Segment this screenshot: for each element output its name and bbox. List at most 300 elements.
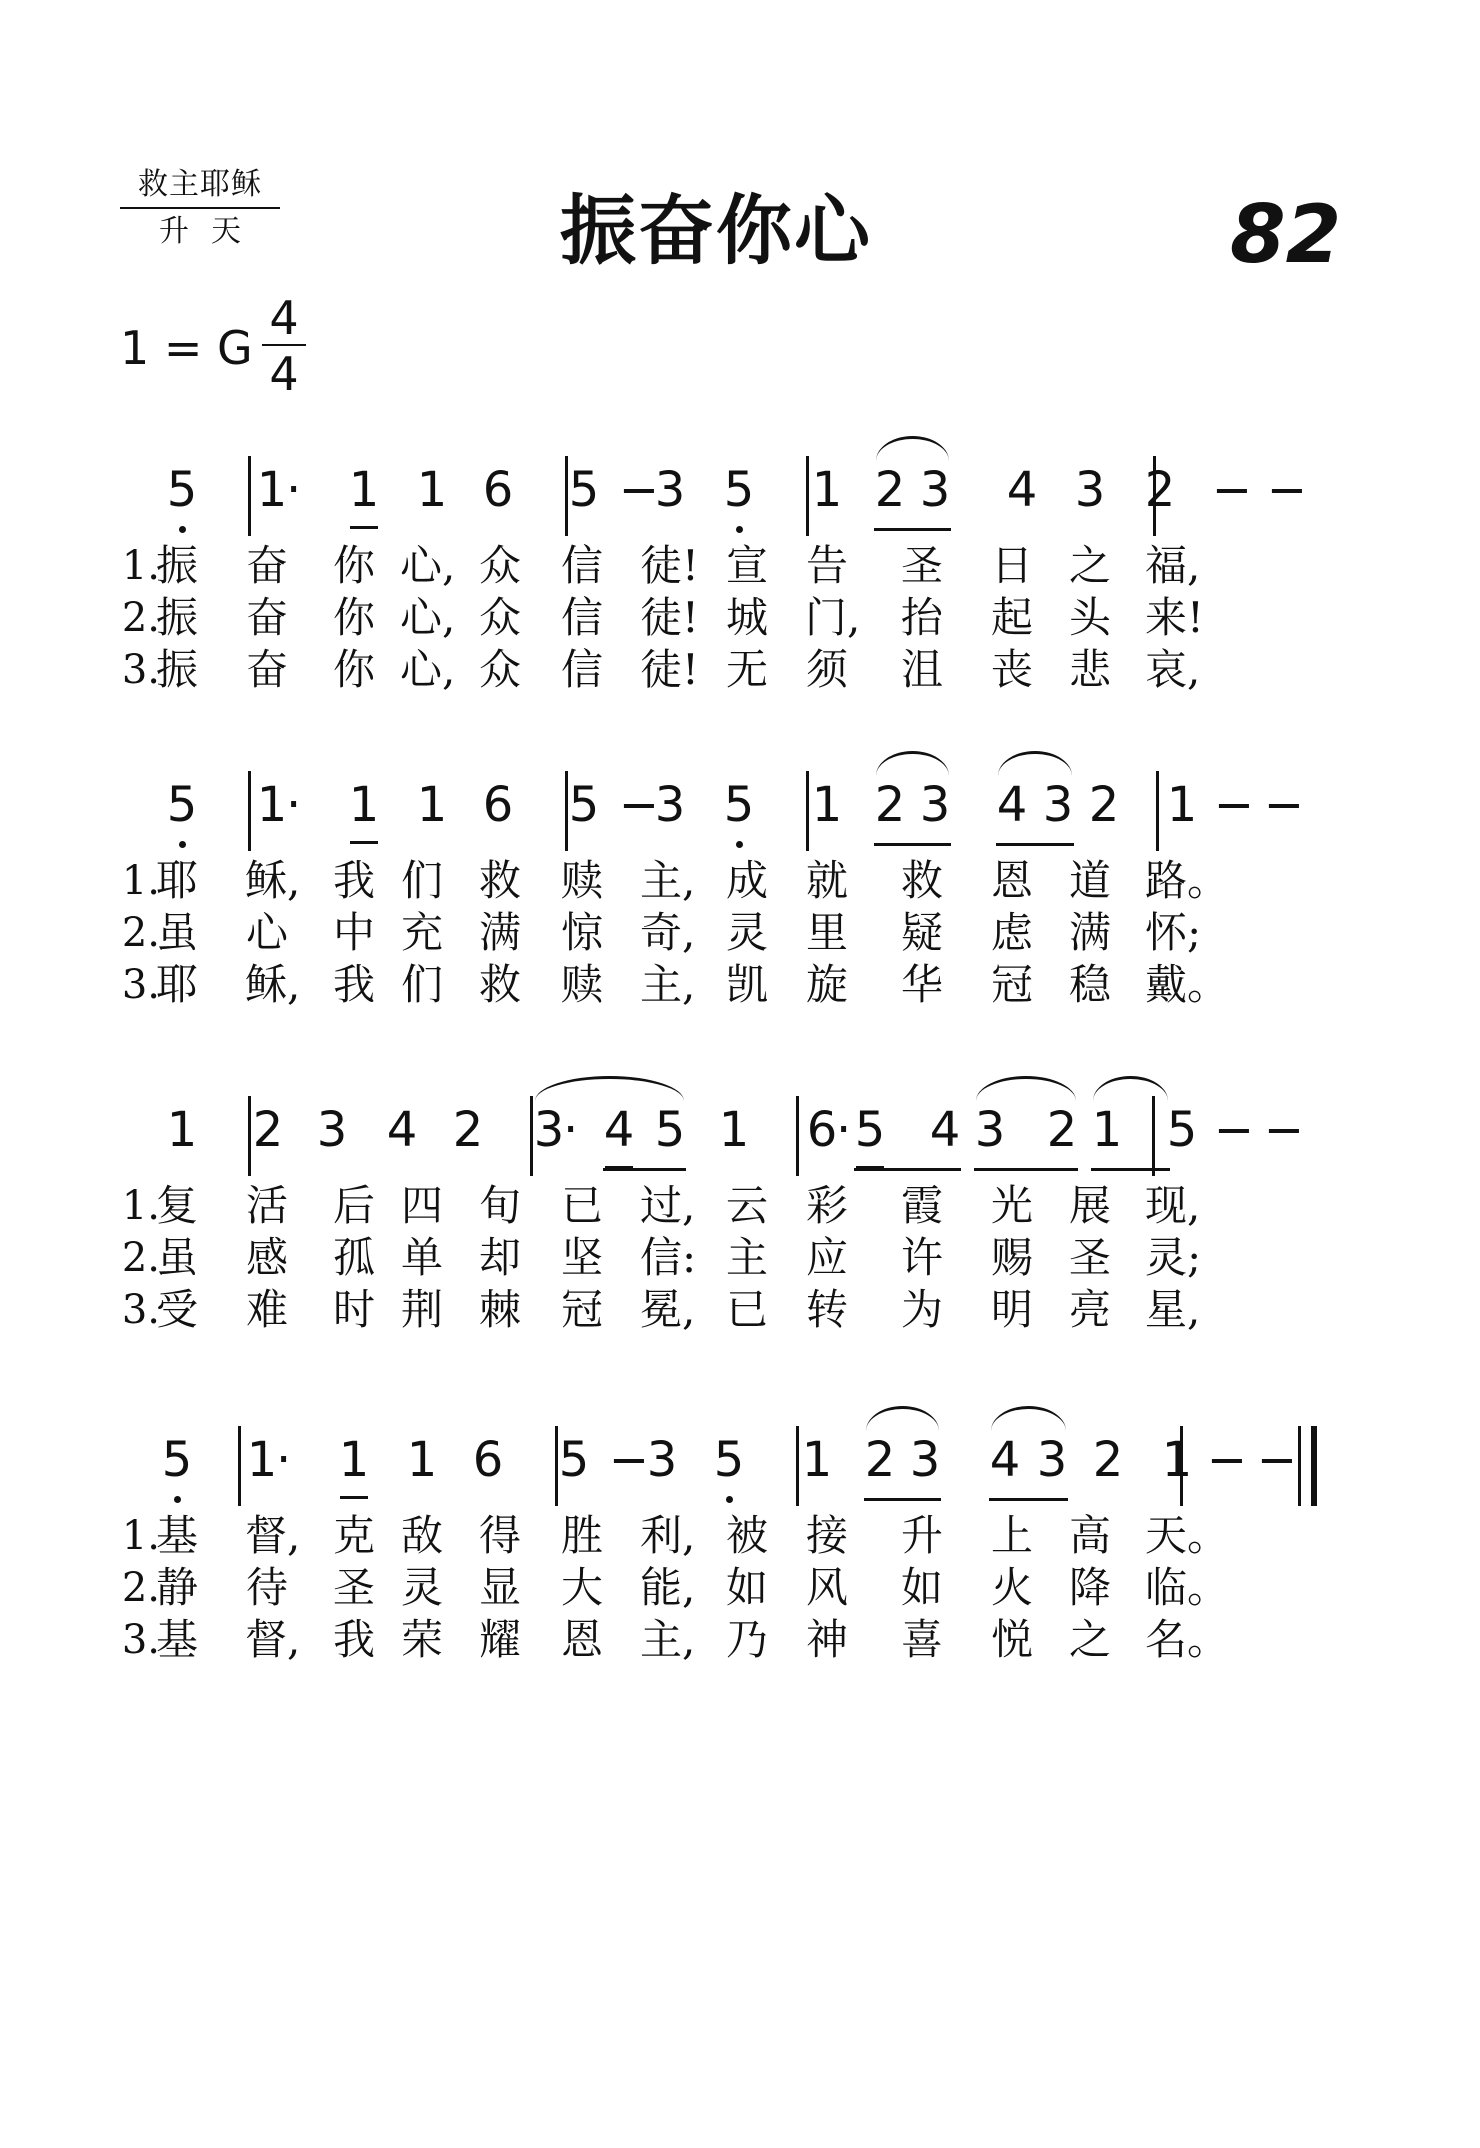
note (410, 775, 454, 835)
note (648, 460, 692, 520)
lyric-syllable: 日 (990, 541, 1033, 590)
note (552, 1430, 596, 1490)
category-divider (120, 207, 280, 209)
note-digit: − (1213, 777, 1255, 833)
lyric-syllable: 孤 (332, 1233, 375, 1282)
note-digit: − (608, 1432, 650, 1488)
lyric-syllable: 救 (478, 960, 521, 1009)
beam (1091, 1168, 1170, 1171)
time-signature (262, 292, 306, 402)
verse-number: 2. (121, 1565, 160, 1611)
lyric-syllable: 时 (332, 1285, 375, 1334)
lyric-syllable: 你 (332, 645, 375, 694)
note (1212, 775, 1256, 835)
note (1068, 460, 1112, 520)
note-digit: 2 (1092, 1432, 1124, 1488)
verse-number: 3. (121, 647, 160, 693)
beam (864, 1498, 941, 1501)
lyric-syllable: 名。 (1145, 1615, 1230, 1664)
lyric-syllable: 心 (245, 908, 288, 957)
verse-number: 1. (121, 858, 160, 904)
note (1155, 1430, 1199, 1490)
lyric-syllable: 基 (155, 1615, 198, 1664)
note-digit: 2 (252, 1102, 284, 1158)
lyric-syllable: 荣 (400, 1615, 443, 1664)
lyric-syllable: 被 (725, 1511, 768, 1560)
lyric-syllable: 悲 (1068, 645, 1111, 694)
note-digit: 1 (406, 1432, 438, 1488)
note (805, 460, 849, 520)
note-digit: 1 (256, 462, 288, 518)
note (400, 1430, 444, 1490)
lyric-syllable: 稣, (245, 856, 301, 905)
note-digit: 1 (1166, 777, 1198, 833)
lyric-syllable: 却 (478, 1233, 521, 1282)
note-digit: 1 (801, 1432, 833, 1488)
lyric-syllable: 喜 (900, 1615, 943, 1664)
lyric-syllable: 如 (725, 1563, 768, 1612)
lyric-syllable: 临。 (1145, 1563, 1230, 1612)
note-digit: 4 (386, 1102, 418, 1158)
slur-mark (876, 436, 949, 461)
lyric-syllable: 冠 (560, 1285, 603, 1334)
lyric-syllable: 来! (1145, 593, 1204, 642)
lyric-syllable: 起 (990, 593, 1033, 642)
lyric-syllable: 悦 (990, 1615, 1033, 1664)
key-signature: 1 = G (120, 321, 253, 375)
lyric-syllable: 宣 (725, 541, 768, 590)
lyric-syllable: 信: (640, 1233, 697, 1282)
lyric-syllable: 凯 (725, 960, 768, 1009)
slur-mark (876, 751, 949, 776)
verse-number: 1. (121, 1183, 160, 1229)
lyric-syllable: 光 (990, 1181, 1033, 1230)
note (250, 460, 302, 520)
note-digit: 2 (452, 1102, 484, 1158)
note (1040, 1100, 1084, 1160)
time-denominator: 4 (269, 347, 299, 401)
slur-mark (998, 751, 1072, 776)
lyric-syllable: 怀; (1145, 908, 1202, 957)
note-digit: − (1256, 1432, 1298, 1488)
note (446, 1100, 490, 1160)
note-digit: 3 (919, 777, 951, 833)
lyric-syllable: 静 (155, 1563, 198, 1612)
note (795, 1430, 839, 1490)
note (1160, 775, 1204, 835)
lyric-syllable: 虽 (155, 1233, 198, 1282)
barline (796, 1096, 799, 1176)
note (858, 1430, 902, 1490)
lyric-syllable: 疑 (900, 908, 943, 957)
lyric-syllable: 能, (640, 1563, 696, 1612)
note-digit: 2 (864, 1432, 896, 1488)
beam (974, 1168, 1078, 1171)
slur-mark (535, 1076, 684, 1101)
lyric-syllable: 胜 (560, 1511, 603, 1560)
lyric-syllable: 信 (560, 645, 603, 694)
lyric-syllable: 徒! (640, 593, 699, 642)
lyric-syllable: 接 (805, 1511, 848, 1560)
note (913, 460, 957, 520)
lyric-syllable: 路。 (1145, 856, 1230, 905)
lower-octave-dot (736, 526, 743, 533)
lyric-syllable: 棘 (478, 1285, 521, 1334)
note (466, 1430, 510, 1490)
final-double-barline (1298, 1426, 1317, 1506)
lyric-syllable: 过, (640, 1181, 696, 1230)
note (717, 775, 761, 835)
lyric-syllable: 众 (478, 541, 521, 590)
note (562, 460, 606, 520)
beam (874, 528, 951, 531)
note-digit: 1 (1161, 1432, 1193, 1488)
note (1262, 775, 1306, 835)
lyric-syllable: 心, (400, 541, 456, 590)
lyric-syllable: 哀, (1145, 645, 1201, 694)
lyric-syllable: 虽 (155, 908, 198, 957)
lyric-syllable: 上 (990, 1511, 1033, 1560)
lower-octave-dot (726, 1496, 733, 1503)
note-digit: 5 (723, 462, 755, 518)
verse-number: 3. (121, 1287, 160, 1333)
note-digit: 5 (723, 777, 755, 833)
note (332, 1430, 376, 1490)
lyric-syllable: 基 (155, 1511, 198, 1560)
lyric-syllable: 我 (332, 856, 375, 905)
lyric-syllable: 沮 (900, 645, 943, 694)
note-digit: 1 (1091, 1102, 1123, 1158)
lyric-syllable: 徒! (640, 541, 699, 590)
lyric-syllable: 信 (560, 541, 603, 590)
slur-mark (976, 1076, 1076, 1101)
eighth-underline (340, 1496, 368, 1499)
note-digit: 6 (806, 1102, 838, 1158)
lyric-syllable: 霞 (900, 1181, 943, 1230)
lyric-syllable: 你 (332, 593, 375, 642)
note (310, 1100, 354, 1160)
lyric-syllable: 展 (1068, 1181, 1111, 1230)
note (968, 1100, 1012, 1160)
lyric-syllable: 耀 (478, 1615, 521, 1664)
lyric-syllable: 徒! (640, 645, 699, 694)
note-digit: 3 (974, 1102, 1006, 1158)
note-digit: 5 (568, 462, 600, 518)
note-digit: 3 (909, 1432, 941, 1488)
note-digit: − (1263, 1102, 1305, 1158)
lyric-syllable: 灵 (400, 1563, 443, 1612)
note (1160, 1100, 1204, 1160)
note-digit: − (1263, 777, 1305, 833)
note-digit: − (1266, 462, 1308, 518)
note (1036, 775, 1080, 835)
slur-mark (1093, 1076, 1168, 1101)
note-digit: 3 (316, 1102, 348, 1158)
beam (996, 843, 1074, 846)
note-digit: 1 (256, 777, 288, 833)
lower-octave-dot (179, 526, 186, 533)
lyric-syllable: 风 (805, 1563, 848, 1612)
lyric-syllable: 心, (400, 593, 456, 642)
note-digit: 3 (654, 462, 686, 518)
note-digit: 5 (166, 462, 198, 518)
lyric-syllable: 头 (1068, 593, 1111, 642)
note (848, 1100, 892, 1160)
note (160, 775, 204, 835)
lyric-syllable: 奋 (245, 541, 288, 590)
note-digit: 1 (246, 1432, 278, 1488)
note (597, 1100, 641, 1160)
lyric-syllable: 活 (245, 1181, 288, 1230)
barline (1152, 1096, 1155, 1176)
lyric-syllable: 敌 (400, 1511, 443, 1560)
note-digit: 1 (348, 777, 380, 833)
note-digit: − (1211, 462, 1253, 518)
lyric-syllable: 振 (155, 541, 198, 590)
lyric-syllable: 满 (478, 908, 521, 957)
lyric-syllable: 奋 (245, 645, 288, 694)
note-digit: − (618, 462, 660, 518)
note (712, 1100, 756, 1160)
note (160, 460, 204, 520)
note (160, 1100, 204, 1160)
note-digit: 1 (166, 1102, 198, 1158)
augmentation-dot: · (276, 1432, 292, 1488)
lyric-syllable: 星, (1145, 1285, 1201, 1334)
note-digit: 6 (472, 1432, 504, 1488)
lyric-syllable: 无 (725, 645, 768, 694)
lyric-syllable: 灵; (1145, 1233, 1202, 1282)
lyric-syllable: 难 (245, 1285, 288, 1334)
lyric-syllable: 单 (400, 1233, 443, 1282)
note-digit: 1 (718, 1102, 750, 1158)
note-digit: 3 (1042, 777, 1074, 833)
lyric-syllable: 里 (805, 908, 848, 957)
lyric-syllable: 现, (1145, 1181, 1201, 1230)
verse-number: 2. (121, 910, 160, 956)
eighth-underline (350, 526, 378, 529)
slur-mark (866, 1406, 939, 1431)
note-digit: 1 (338, 1432, 370, 1488)
note-digit: − (618, 777, 660, 833)
note (648, 1100, 692, 1160)
note (1030, 1430, 1074, 1490)
note (240, 1430, 292, 1490)
lyric-syllable: 耶 (155, 960, 198, 1009)
note (1085, 1100, 1129, 1160)
lyric-syllable: 降 (1068, 1563, 1111, 1612)
lower-octave-dot (736, 841, 743, 848)
lyric-syllable: 赐 (990, 1233, 1033, 1282)
note-digit: 5 (654, 1102, 686, 1158)
note-digit: 2 (1144, 462, 1176, 518)
note-digit: 3 (919, 462, 951, 518)
note (1086, 1430, 1130, 1490)
lyric-syllable: 冕, (640, 1285, 696, 1334)
lyric-syllable: 振 (155, 593, 198, 642)
lyric-syllable: 城 (725, 593, 768, 642)
note (913, 775, 957, 835)
note (903, 1430, 947, 1490)
lyric-syllable: 复 (155, 1181, 198, 1230)
lyric-syllable: 受 (155, 1285, 198, 1334)
category-label (120, 165, 280, 251)
beam (603, 1168, 686, 1171)
page-title: 振奋你心 (560, 186, 872, 275)
note (868, 460, 912, 520)
beam (989, 1498, 1068, 1501)
lyric-syllable: 你 (332, 541, 375, 590)
time-numerator: 4 (269, 291, 299, 345)
note (1138, 460, 1182, 520)
note-digit: 4 (929, 1102, 961, 1158)
lyric-syllable: 圣 (332, 1563, 375, 1612)
note-digit: 5 (568, 777, 600, 833)
lyric-syllable: 灵 (725, 908, 768, 957)
verse-number: 1. (121, 543, 160, 589)
lyric-syllable: 福, (1145, 541, 1201, 590)
hymn-number: 82 (1230, 188, 1342, 281)
note-digit: 3 (1074, 462, 1106, 518)
lyric-syllable: 稣, (245, 960, 301, 1009)
note-digit: 5 (161, 1432, 193, 1488)
lyric-syllable: 如 (900, 1563, 943, 1612)
note (1265, 460, 1309, 520)
note (527, 1100, 579, 1160)
note (562, 775, 606, 835)
eighth-underline (350, 841, 378, 844)
note (868, 775, 912, 835)
lyric-syllable: 华 (900, 960, 943, 1009)
lyric-syllable: 坚 (560, 1233, 603, 1282)
lyric-syllable: 满 (1068, 908, 1111, 957)
note-digit: 6 (482, 462, 514, 518)
lyric-syllable: 圣 (900, 541, 943, 590)
note (410, 460, 454, 520)
lyric-syllable: 已 (725, 1285, 768, 1334)
note (800, 1100, 852, 1160)
lyric-syllable: 待 (245, 1563, 288, 1612)
lyric-syllable: 耶 (155, 856, 198, 905)
note (342, 775, 386, 835)
lyric-syllable: 荆 (400, 1285, 443, 1334)
lyric-syllable: 主, (640, 1615, 696, 1664)
note-digit: 3 (533, 1102, 565, 1158)
note-digit: 4 (996, 777, 1028, 833)
augmentation-dot: · (836, 1102, 852, 1158)
note (155, 1430, 199, 1490)
lyric-syllable: 许 (900, 1233, 943, 1282)
note-digit: 6 (482, 777, 514, 833)
lyric-syllable: 神 (805, 1615, 848, 1664)
lyric-syllable: 天。 (1145, 1511, 1230, 1560)
lyric-syllable: 四 (400, 1181, 443, 1230)
note-digit: − (1206, 1432, 1248, 1488)
note (1000, 460, 1044, 520)
note-digit: 5 (166, 777, 198, 833)
lyric-syllable: 高 (1068, 1511, 1111, 1560)
note-digit: 5 (1166, 1102, 1198, 1158)
note (923, 1100, 967, 1160)
beam (854, 1168, 961, 1171)
lyric-syllable: 就 (805, 856, 848, 905)
verse-number: 2. (121, 1235, 160, 1281)
lyric-syllable: 主 (725, 1233, 768, 1282)
note-digit: 5 (558, 1432, 590, 1488)
note-digit: 2 (874, 462, 906, 518)
lyric-syllable: 稳 (1068, 960, 1111, 1009)
note (1212, 1100, 1256, 1160)
note (380, 1100, 424, 1160)
note-digit: 3 (646, 1432, 678, 1488)
barline (1156, 771, 1159, 851)
lyric-syllable: 成 (725, 856, 768, 905)
lyric-syllable: 振 (155, 645, 198, 694)
lyric-syllable: 惊 (560, 908, 603, 957)
lyric-syllable: 恩 (560, 1615, 603, 1664)
note-digit: 3 (654, 777, 686, 833)
note (476, 775, 520, 835)
lyric-syllable: 戴。 (1145, 960, 1230, 1009)
lyric-syllable: 中 (332, 908, 375, 957)
verse-number: 3. (121, 1617, 160, 1663)
lyric-syllable: 信 (560, 593, 603, 642)
note (640, 1430, 684, 1490)
category-bottom: 升天 (159, 214, 263, 249)
lyric-syllable: 我 (332, 960, 375, 1009)
note (707, 1430, 751, 1490)
note-digit: 1 (416, 777, 448, 833)
lyric-syllable: 云 (725, 1181, 768, 1230)
augmentation-dot: · (563, 1102, 579, 1158)
note (250, 775, 302, 835)
lyric-syllable: 虑 (990, 908, 1033, 957)
lyric-syllable: 圣 (1068, 1233, 1111, 1282)
lyric-syllable: 主, (640, 856, 696, 905)
note (1082, 775, 1126, 835)
note (648, 775, 692, 835)
lyric-syllable: 告 (805, 541, 848, 590)
augmentation-dot: · (286, 777, 302, 833)
lower-octave-dot (174, 1496, 181, 1503)
lyric-syllable: 抬 (900, 593, 943, 642)
lyric-syllable: 后 (332, 1181, 375, 1230)
note-digit: 2 (874, 777, 906, 833)
note-digit: 4 (603, 1102, 635, 1158)
lyric-syllable: 之 (1068, 1615, 1111, 1664)
lyric-syllable: 道 (1068, 856, 1111, 905)
lyric-syllable: 旬 (478, 1181, 521, 1230)
lyric-syllable: 升 (900, 1511, 943, 1560)
lyric-syllable: 感 (245, 1233, 288, 1282)
lyric-syllable: 们 (400, 960, 443, 1009)
note-digit: 2 (1046, 1102, 1078, 1158)
lyric-syllable: 充 (400, 908, 443, 957)
lower-octave-dot (179, 841, 186, 848)
note-digit: 3 (1036, 1432, 1068, 1488)
lyric-syllable: 心, (400, 645, 456, 694)
lyric-syllable: 须 (805, 645, 848, 694)
category-top: 救主耶稣 (138, 167, 262, 202)
lyric-syllable: 奇, (640, 908, 696, 957)
lyric-syllable: 救 (478, 856, 521, 905)
note-digit: − (1213, 1102, 1255, 1158)
lyric-syllable: 得 (478, 1511, 521, 1560)
lyric-syllable: 赎 (560, 856, 603, 905)
lyric-syllable: 们 (400, 856, 443, 905)
note-digit: 5 (713, 1432, 745, 1488)
lyric-syllable: 转 (805, 1285, 848, 1334)
